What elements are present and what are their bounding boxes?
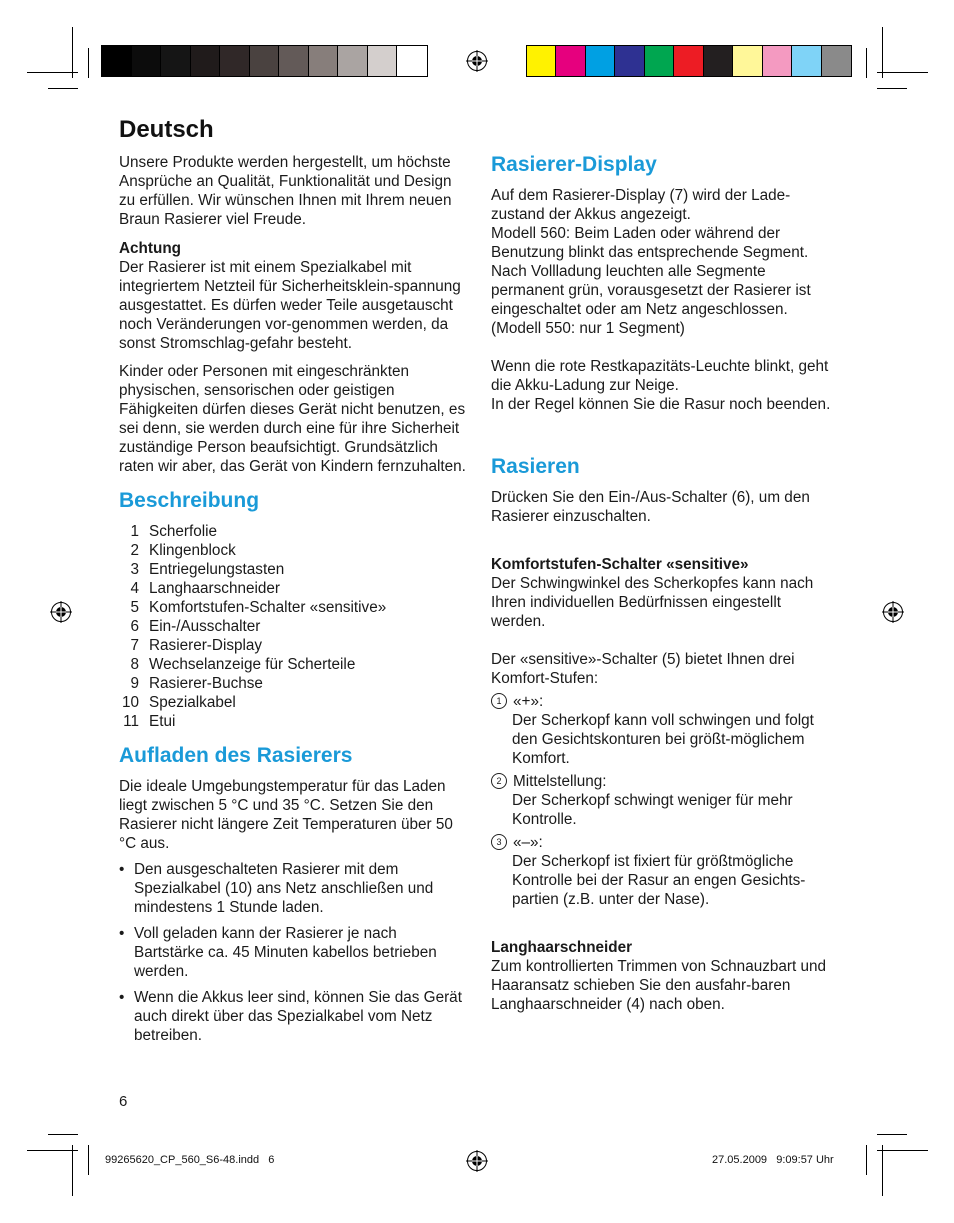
crop-mark [877, 1150, 928, 1151]
crop-mark [877, 1134, 907, 1135]
color-swatch [102, 46, 132, 76]
display-p4: Wenn die rote Restkapazitäts-Leuchte blinkt, geht die Akku-Ladung zur Neige. [491, 358, 829, 394]
crop-mark [27, 1150, 78, 1151]
registration-mark-icon [50, 601, 72, 623]
list-item [119, 674, 466, 693]
komfort-text2: Der «sensitive»-Schalter (5) bietet Ihnen drei Komfort-Stufen: [491, 651, 795, 687]
list-item-label: Rasierer-Display [149, 637, 263, 654]
display-p1: Auf dem Rasierer-Display (7) wird der Lade-zustand der Akkus angezeigt. [491, 187, 791, 223]
list-item-number: 9 [130, 675, 139, 692]
color-swatch [191, 46, 221, 76]
color-swatch [397, 46, 427, 76]
crop-mark [72, 27, 73, 78]
crop-mark [88, 1145, 89, 1175]
list-item [119, 560, 466, 579]
list-item-label: Langhaarschneider [149, 580, 280, 597]
list-item [119, 636, 466, 655]
color-swatch [368, 46, 398, 76]
list-item [119, 579, 466, 598]
list-item-label: Entriegelungstasten [149, 561, 285, 578]
mode-label: Mittelstellung: [513, 773, 607, 790]
achtung-text: Der Rasierer ist mit einem Spezialkabel mit integriertem Netzteil für Sicherheitsklein-spannung ausgestattet. Es dürfen weder Teile ausgetauscht noch Veränderungen vor-genommen werden, da sonst Stromschlag-gefahr besteht. [119, 259, 461, 352]
crop-mark [48, 88, 78, 89]
registration-mark-icon [466, 50, 488, 72]
list-item-number: 5 [130, 599, 139, 616]
crop-mark [866, 48, 867, 78]
color-swatch [250, 46, 280, 76]
list-item-label: Etui [149, 713, 176, 730]
beschreibung-heading: Beschreibung [119, 489, 260, 512]
color-swatch [527, 46, 556, 76]
rasieren-heading: Rasieren [491, 455, 580, 478]
registration-mark-icon [466, 1150, 488, 1172]
crop-mark [27, 72, 78, 73]
mode-description: Der Scherkopf schwingt weniger für mehr Kontrolle. [512, 792, 793, 828]
bullet-item: • Wenn die Akkus leer sind, können Sie das Gerät auch direkt über das Spezialkabel vom Netz betreiben. [119, 988, 466, 1045]
page-number: 6 [119, 1093, 128, 1110]
list-item-number: 6 [130, 618, 139, 635]
color-swatch [763, 46, 792, 76]
list-item-number: 10 [121, 694, 139, 711]
circled-number-icon: 3 [491, 834, 507, 850]
kinder-paragraph: Kinder oder Personen mit eingeschränkten physischen, sensorischen oder geistigen Fähigkeiten dürfen dieses Gerät nicht benutzen, es sei denn, sie werden durch eine für ihre Sicherheit zuständige Person beaufsichtigt. Grundsätzlich raten wir aber, das Gerät von Kindern fernzuhalten. [119, 363, 466, 475]
footer-filename: 99265620_CP_560_S6-48.indd 6 [105, 1154, 275, 1166]
list-item [119, 655, 466, 674]
list-item-number: 2 [130, 542, 139, 559]
list-item-label: Wechselanzeige für Scherteile [149, 656, 356, 673]
color-swatch [615, 46, 644, 76]
color-swatch [645, 46, 674, 76]
color-swatch [822, 46, 851, 76]
crop-mark [88, 48, 89, 78]
list-item-label: Spezialkabel [149, 694, 236, 711]
crop-mark [882, 27, 883, 78]
comfort-mode [491, 833, 836, 909]
color-swatch [704, 46, 733, 76]
color-swatch [220, 46, 250, 76]
color-swatch [792, 46, 821, 76]
comfort-mode [491, 772, 836, 829]
page-title: Deutsch [119, 116, 214, 143]
achtung-heading: Achtung [119, 240, 182, 257]
list-item-number: 7 [130, 637, 139, 654]
crop-mark [877, 88, 907, 89]
langhaar-text: Zum kontrollierten Trimmen von Schnauzbart und Haaransatz schieben Sie den ausfahr-baren Langhaarschneider (4) nach oben. [491, 958, 826, 1013]
list-item [119, 598, 466, 617]
color-swatch [556, 46, 585, 76]
komfort-text: Der Schwingwinkel des Scherkopfes kann nach Ihren individuellen Bedürfnissen eingestellt werden. [491, 575, 814, 630]
list-item [119, 522, 466, 541]
crop-mark [48, 1134, 78, 1135]
list-item-number: 1 [130, 523, 139, 540]
list-item [119, 693, 466, 712]
list-item-number: 8 [130, 656, 139, 673]
list-item-label: Rasierer-Buchse [149, 675, 263, 692]
crop-mark [72, 1145, 73, 1196]
circled-number-icon: 1 [491, 693, 507, 709]
bullet-item: • Den ausgeschalteten Rasierer mit dem Spezialkabel (10) ans Netz anschließen und mindestens 1 Stunde laden. [119, 860, 466, 917]
color-swatch [161, 46, 191, 76]
display-heading: Rasierer-Display [491, 153, 657, 176]
list-item-number: 3 [130, 561, 139, 578]
left-column [119, 116, 466, 1045]
crop-mark [866, 1145, 867, 1175]
comfort-mode [491, 692, 836, 768]
crop-mark [877, 72, 928, 73]
list-item [119, 617, 466, 636]
list-item-label: Scherfolie [149, 523, 218, 540]
color-swatch [586, 46, 615, 76]
parts-list [119, 522, 466, 731]
color-swatch [309, 46, 339, 76]
list-item-label: Klingenblock [149, 542, 236, 559]
intro-paragraph: Unsere Produkte werden hergestellt, um höchste Ansprüche an Qualität, Funktionalität und Design zu erfüllen. Wir wünschen Ihnen mit Ihrem neuen Braun Rasierer viel Freude. [119, 154, 452, 228]
mode-label: «–»: [513, 834, 543, 851]
color-swatch [132, 46, 162, 76]
display-p3: (Modell 550: nur 1 Segment) [491, 320, 685, 337]
list-item [119, 541, 466, 560]
grayscale-bar [101, 45, 428, 77]
right-column [491, 152, 836, 1014]
color-swatch [733, 46, 762, 76]
bullet-item: • Voll geladen kann der Rasierer je nach Bartstärke ca. 45 Minuten kabellos betrieben werden. [119, 924, 466, 981]
circled-number-icon: 2 [491, 773, 507, 789]
color-bar [526, 45, 852, 77]
aufladen-heading: Aufladen des Rasierers [119, 744, 353, 767]
aufladen-text: Die ideale Umgebungstemperatur für das Laden liegt zwischen 5 °C und 35 °C. Setzen Sie den Rasierer nicht längere Zeit Temperaturen über 50 °C aus. [119, 778, 453, 852]
mode-description: Der Scherkopf kann voll schwingen und folgt den Gesichtskonturen bei größt-möglichem Komfort. [512, 712, 814, 767]
charging-bullets [119, 860, 466, 1045]
display-p2: Modell 560: Beim Laden oder während der Benutzung blinkt das entsprechende Segment. Nach Vollladung leuchten alle Segmente permanent grün, vorausgesetzt der Rasierer ist eingeschaltet oder am Netz angeschlossen. [491, 225, 811, 318]
color-swatch [674, 46, 703, 76]
komfort-heading: Komfortstufen-Schalter «sensitive» [491, 556, 749, 573]
footer-timestamp: 27.05.2009 9:09:57 Uhr [712, 1154, 834, 1166]
mode-description: Der Scherkopf ist fixiert für größtmögliche Kontrolle bei der Rasur an engen Gesichts-partien (z.B. unter der Nase). [512, 853, 806, 908]
list-item-number: 11 [123, 713, 139, 730]
rasieren-text: Drücken Sie den Ein-/Aus-Schalter (6), um den Rasierer einzuschalten. [491, 489, 810, 525]
list-item-number: 4 [130, 580, 139, 597]
mode-label: «+»: [513, 693, 544, 710]
list-item-label: Ein-/Ausschalter [149, 618, 261, 635]
list-item-label: Komfortstufen-Schalter «sensitive» [149, 599, 387, 616]
color-swatch [279, 46, 309, 76]
comfort-modes [491, 692, 836, 909]
color-swatch [338, 46, 368, 76]
crop-mark [882, 1145, 883, 1196]
langhaar-heading: Langhaarschneider [491, 939, 633, 956]
display-p5: In der Regel können Sie die Rasur noch beenden. [491, 396, 831, 413]
list-item [119, 712, 466, 731]
registration-mark-icon [882, 601, 904, 623]
